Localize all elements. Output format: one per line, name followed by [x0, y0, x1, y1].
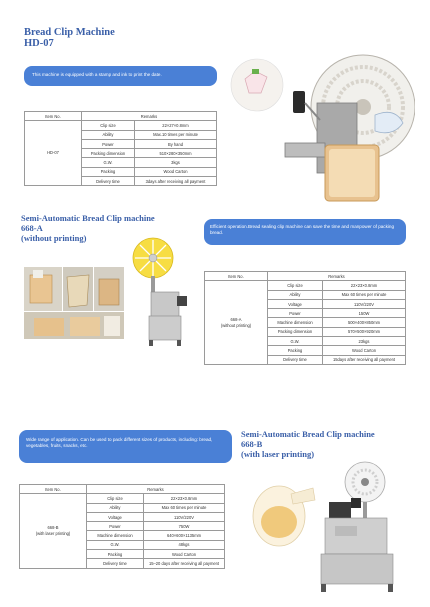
spec-value: 15days after receiving all payment [323, 355, 406, 364]
spec-label: Packing [87, 550, 144, 559]
spec-value: 110V/220V [144, 512, 225, 521]
spec-value: 22×23×0.8mm [144, 494, 225, 503]
spec-value: 3days after receiving all payment [135, 177, 217, 186]
section1-title [24, 27, 115, 49]
section1-spec-table [24, 111, 217, 186]
section3-spec-table [19, 484, 225, 569]
section2-title-line1: Semi-Automatic Bread Clip machine [21, 213, 155, 223]
spec-label: Packing [82, 167, 135, 176]
spec-value: Wood Carton [323, 346, 406, 355]
spec-label: Packing dimension [82, 149, 135, 158]
model-name: 668-B [47, 525, 59, 531]
header-remarks: Remarks [268, 272, 406, 281]
section2-title-line3: (without printing) [21, 233, 87, 243]
spec-label: Packing [268, 346, 323, 355]
spec-label: Machine dimension [268, 318, 323, 327]
668a-machine-photo [127, 236, 197, 348]
spec-label: Packing dimension [268, 327, 323, 336]
spec-value: 570×500×920mm [323, 327, 406, 336]
section3-title-line2: 668-B [241, 439, 263, 449]
section3-banner [19, 430, 232, 463]
spec-value: 15–20 days after receiving all payment [144, 559, 225, 568]
spec-value: By hand [135, 139, 217, 148]
hd07-machine-photo [225, 45, 415, 205]
spec-value: Max.10 times per minute [135, 130, 217, 139]
section1-title-line1: Bread Clip Machine [24, 27, 115, 38]
spec-value: 110V/220V [323, 299, 406, 308]
section2-spec-table [204, 271, 406, 365]
spec-value: 150W [323, 309, 406, 318]
spec-label: Delivery time [268, 355, 323, 364]
header-item-no: Item No. [20, 485, 87, 494]
spec-label: Power [87, 522, 144, 531]
spec-label: Delivery time [87, 559, 144, 568]
table-row [25, 121, 217, 130]
table-header-row [205, 272, 406, 281]
section1-banner [24, 66, 217, 86]
header-item-no: Item No. [25, 112, 82, 121]
table-header-row [20, 485, 225, 494]
table-row [20, 494, 225, 503]
model-name: 668-A [230, 316, 242, 322]
section3-banner-text: Wide range of application. Can be used to pack different sizes of products, including: bread, vegetables, fruits, snacks, etc. [26, 437, 213, 449]
header-remarks: Remarks [87, 485, 225, 494]
spec-value: 48kgs [144, 540, 225, 549]
model-cell: HD-07 [25, 121, 82, 186]
table-header-row [25, 112, 217, 121]
spec-value: Wood Carton [135, 167, 217, 176]
section2-banner [204, 219, 406, 245]
spec-value: 22×27×0.8mm [135, 121, 217, 130]
spec-value: 640×600×1135mm [144, 531, 225, 540]
spec-value: Max 60 times per minute [144, 503, 225, 512]
header-item-no: Item No. [205, 272, 268, 281]
spec-value: 3kgs [135, 158, 217, 167]
spec-label: Ability [87, 503, 144, 512]
spec-label: Power [268, 309, 323, 318]
spec-value: 22×23×0.8mm [323, 281, 406, 290]
668a-bread-photo-1 [24, 267, 62, 311]
section3-title-line3: (with laser printing) [241, 449, 315, 459]
spec-label: Machine dimension [87, 531, 144, 540]
668a-bread-photo-4 [24, 312, 124, 339]
spec-label: Voltage [87, 512, 144, 521]
section3-title-line1: Semi-Automatic Bread Clip machine [241, 429, 375, 439]
section2-title-line2: 668-A [21, 223, 43, 233]
spec-label: Delivery time [82, 177, 135, 186]
section2-banner-text: Efficient operation.Bread sealing clip machine can save the time and manpower of packing bread. [210, 224, 395, 236]
table-row [205, 281, 406, 290]
spec-value: 750W [144, 522, 225, 531]
668a-bread-photo-3 [94, 267, 124, 311]
spec-label: G.W. [87, 540, 144, 549]
spec-value: Max 60 times per minute [323, 290, 406, 299]
668b-machine-photo [243, 458, 408, 593]
section1-banner-text: This machine is equipped with a stamp and ink to print the date. [32, 72, 162, 77]
header-remarks: Remarks [82, 112, 217, 121]
spec-label: Ability [82, 130, 135, 139]
section1-title-line2: HD-07 [24, 38, 54, 49]
section3-title [241, 429, 375, 459]
spec-value: 510×280×350mm [135, 149, 217, 158]
model-variant: (with laser printing) [35, 530, 71, 536]
spec-label: Voltage [268, 299, 323, 308]
model-variant: (without printing) [220, 322, 252, 328]
spec-label: Clip size [82, 121, 135, 130]
spec-label: Ability [268, 290, 323, 299]
spec-value: 500×400×850mm [323, 318, 406, 327]
spec-label: Clip size [268, 281, 323, 290]
spec-value: Wood Carton [144, 550, 225, 559]
spec-label: G.W. [82, 158, 135, 167]
model-cell [205, 281, 268, 365]
668a-bread-photo-2 [63, 267, 93, 311]
spec-label: Clip size [87, 494, 144, 503]
spec-value: 23kgs [323, 337, 406, 346]
spec-label: Power [82, 139, 135, 148]
model-cell [20, 494, 87, 568]
spec-label: G.W. [268, 337, 323, 346]
